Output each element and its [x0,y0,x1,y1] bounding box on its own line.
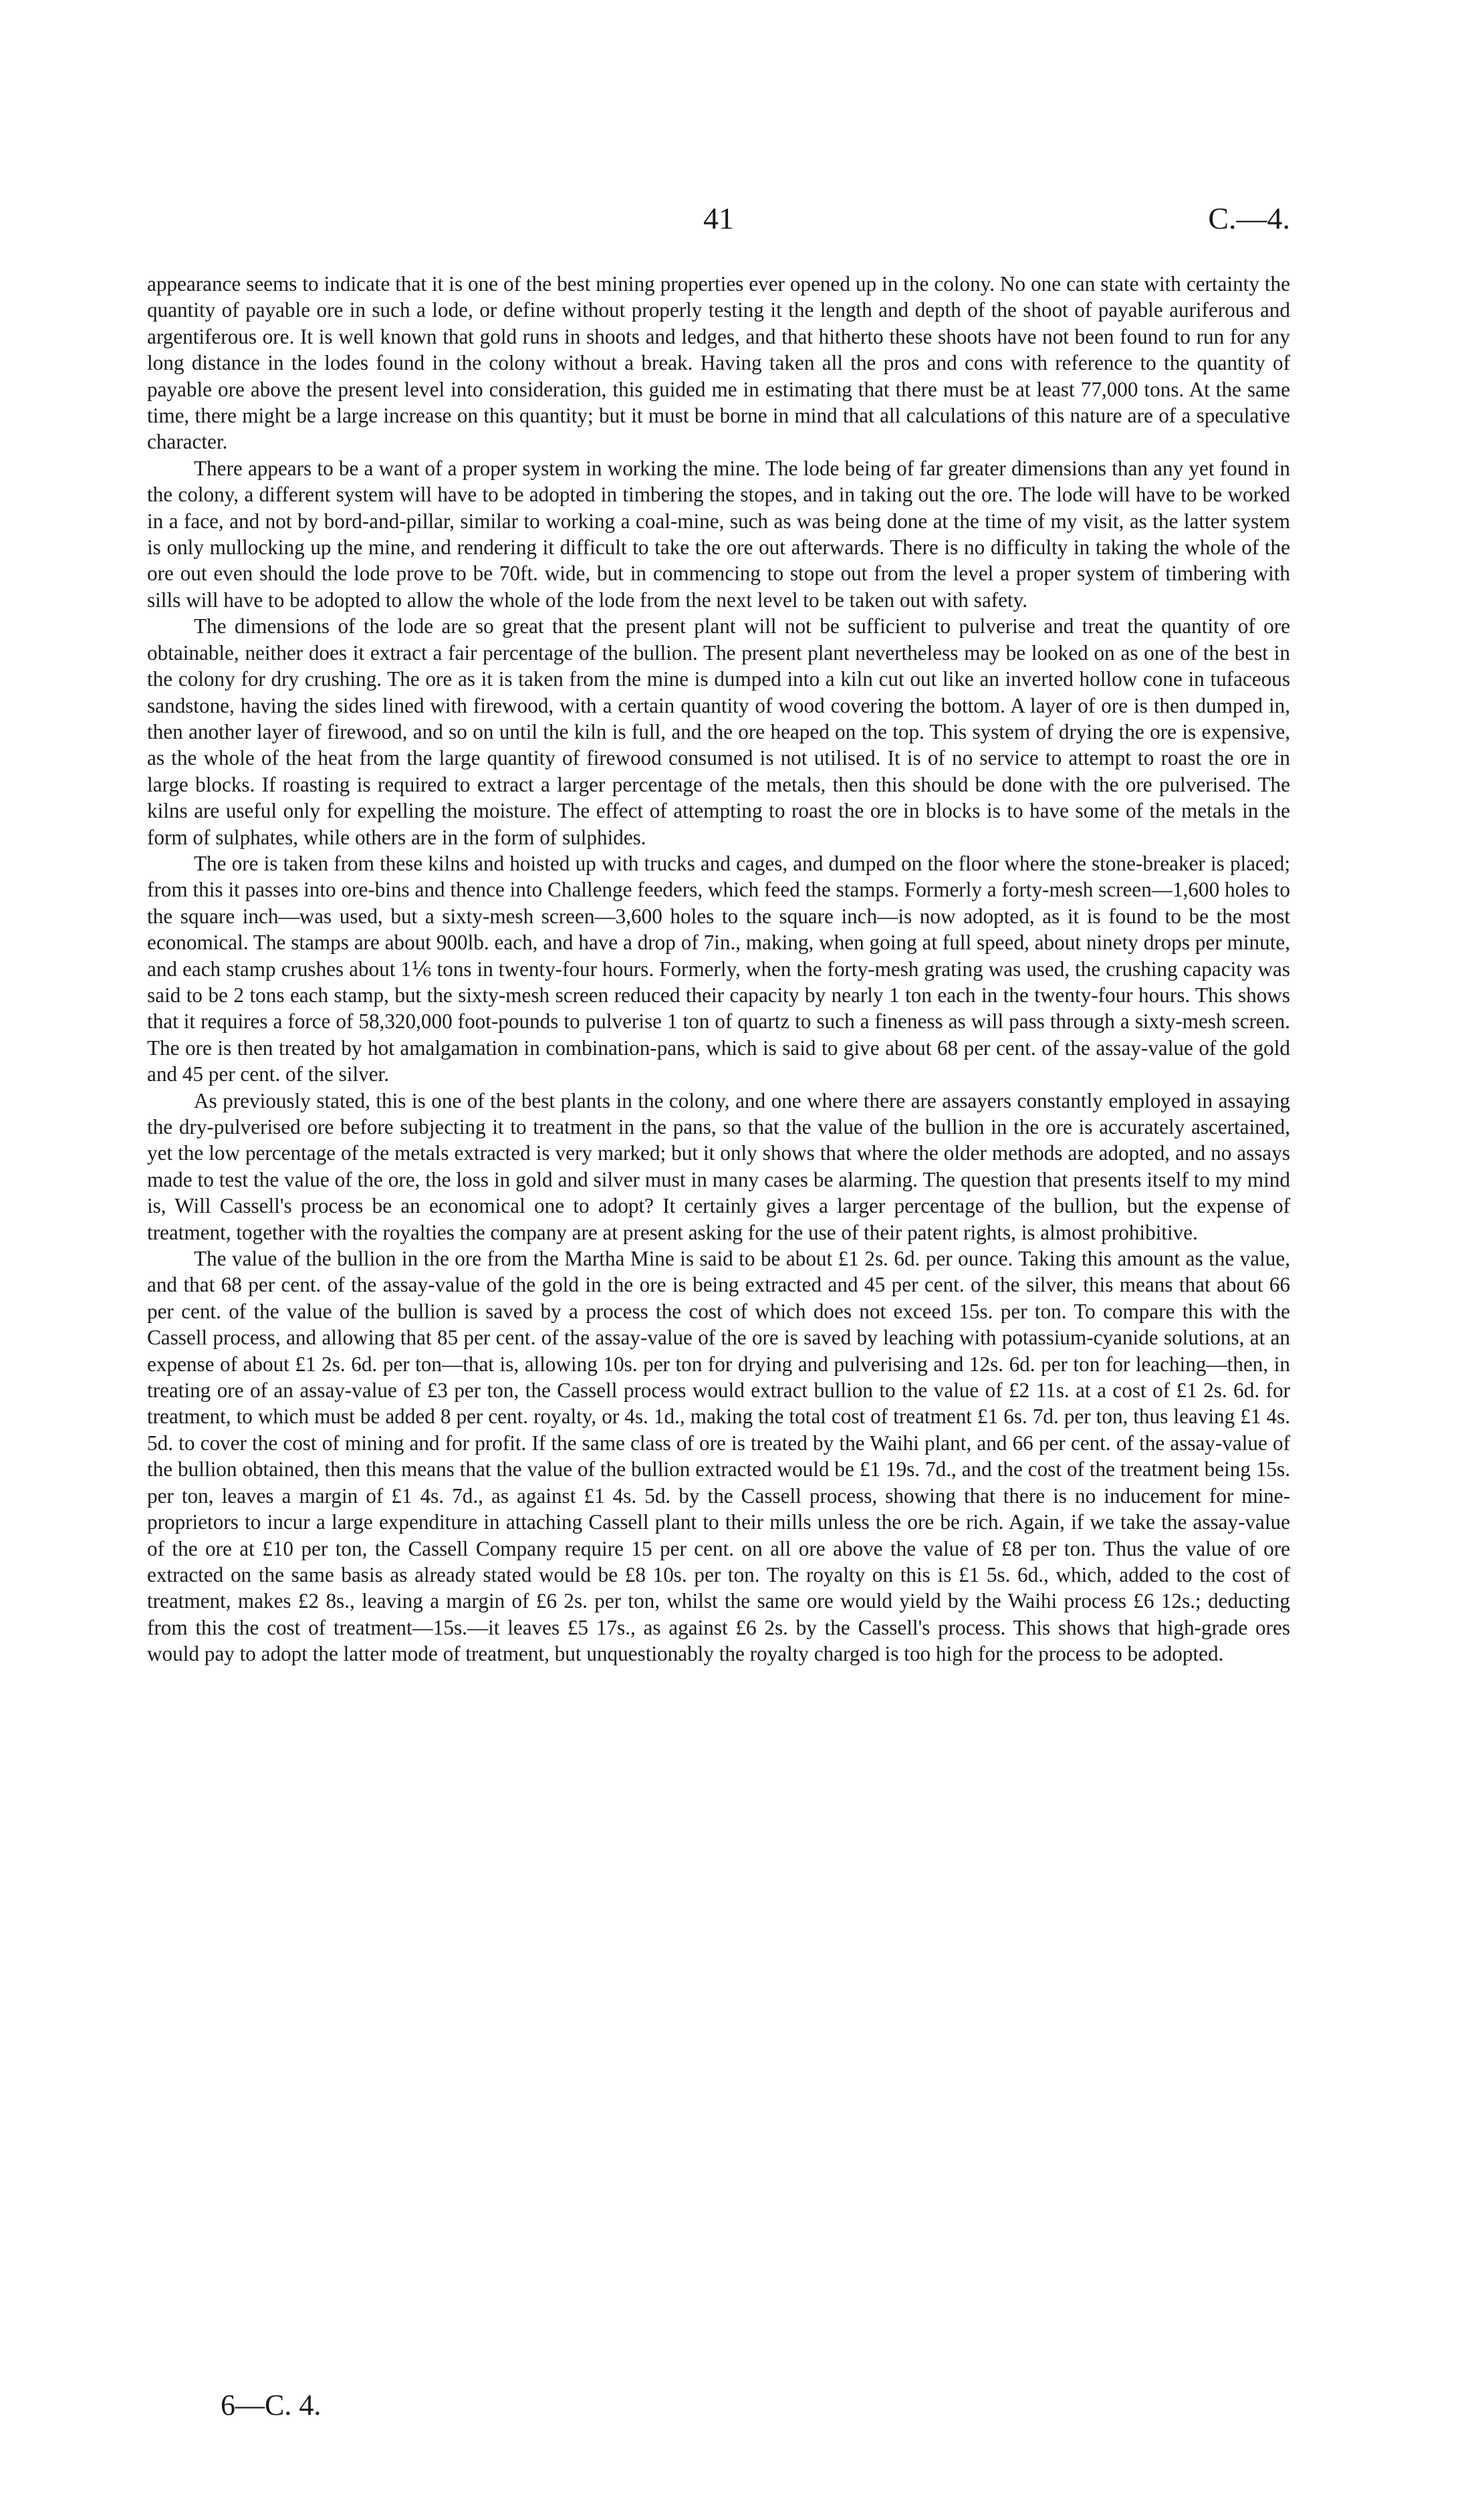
paragraph-2: There appears to be a want of a proper system in working the mine. The lode being of far greater dimensions than any yet found in the colony, a different system will have to be adopted in timbering the stopes, and in taking out the ore. The lode will have to be worked in a face, and not by bord-and-pillar, similar to working a coal-mine, such as was being done at the time of my visit, as the latter system is only mullocking up the mine, and rendering it difficult to take the ore out afterwards. There is no difficulty in taking the whole of the ore out even should the lode prove to be 70ft. wide, but in commencing to stope out from the level a proper system of timbering with sills will have to be adopted to allow the whole of the lode from the next level to be taken out with safety. [147,456,1290,612]
paragraph-3: The dimensions of the lode are so great that the present plant will not be sufficient to pulverise and treat the quantity of ore obtainable, neither does it extract a fair percentage of the bullion. The present plant nevertheless may be looked on as one of the best in the colony for dry crushing. The ore as it is taken from the mine is dumped into a kiln cut out like an inverted hollow cone in tufaceous sandstone, having the sides lined with firewood, with a certain quantity of wood covering the bottom. A layer of ore is then dumped in, then another layer of firewood, and so on until the kiln is full, and the ore heaped on the top. This system of drying the ore is expensive, as the whole of the heat from the large quantity of firewood consumed is not utilised. It is of no service to attempt to roast the ore in large blocks. If roasting is required to extract a larger percentage of the metals, then this should be done with the ore pulverised. The kilns are useful only for expelling the moisture. The effect of attempting to roast the ore in blocks is to have some of the metals in the form of sulphates, while others are in the form of sulphides. [147,614,1290,849]
page-number: 41 [703,201,734,235]
page-header [147,201,1290,247]
paragraph-6: The value of the bullion in the ore from the Martha Mine is said to be about £1 2s. 6d. per ounce. Taking this amount as the value, and that 68 per cent. of the assay-value of the gold in the ore is being extracted and 45 per cent. of the silver, this means that about 66 per cent. of the value of the bullion is saved by a process the cost of which does not exceed 15s. per ton. To compare this with the Cassell process, and allowing that 85 per cent. of the assay-value of the ore is saved by leaching with potassium-cyanide solutions, at an expense of about £1 2s. 6d. per ton—that is, allowing 10s. per ton for drying and pulverising and 12s. 6d. per ton for leaching—then, in treating ore of an assay-value of £3 per ton, the Cassell process would extract bullion to the value of £2 11s. at a cost of £1 2s. 6d. for treatment, to which must be added 8 per cent. royalty, or 4s. 1d., making the total cost of treatment £1 6s. 7d. per ton, thus leaving £1 4s. 5d. to cover the cost of mining and for profit. If the same class of ore is treated by the Waihi plant, and 66 per cent. of the assay-value of the bullion obtained, then this means that the value of the bullion extracted would be £1 19s. 7d., and the cost of the treatment being 15s. per ton, leaves a margin of £1 4s. 7d., as against £1 4s. 5d. by the Cassell process, showing that there is no inducement for mine-proprietors to incur a large expenditure in attaching Cassell plant to their mills unless the ore be rich. Again, if we take the assay-value of the ore at £10 per ton, the Cassell Company require 15 per cent. on all ore above the value of £8 per ton. Thus the value of ore extracted on the same basis as already stated would be £8 10s. per ton. The royalty on this is £1 5s. 6d., which, added to the cost of treatment, makes £2 8s., leaving a margin of £6 2s. per ton, whilst the same ore would yield by the Waihi process £6 12s.; deducting from this the cost of treatment—15s.—it leaves £5 17s., as against £6 2s. by the Cassell's process. This shows that high-grade ores would pay to adopt the latter mode of treatment, but unquestionably the royalty charged is too high for the process to be adopted. [147,1247,1290,1666]
document-reference: C.—4. [1208,201,1290,235]
paragraph-4: The ore is taken from these kilns and hoisted up with trucks and cages, and dumped on the floor where the stone-breaker is placed; from this it passes into ore-bins and thence into Challenge feeders, which feed the stamps. Formerly a forty-mesh screen—1,600 holes to the square inch—was used, but a sixty-mesh screen—3,600 holes to the square inch—is now adopted, as it is found to be the most economical. The stamps are about 900lb. each, and have a drop of 7in., making, when going at full speed, about ninety drops per minute, and each stamp crushes about 1⅙ tons in twenty-four hours. Formerly, when the forty-mesh grating was used, the crushing capacity was said to be 2 tons each stamp, but the sixty-mesh screen reduced their capacity by nearly 1 ton each in the twenty-four hours. This shows that it requires a force of 58,320,000 foot-pounds to pulverise 1 ton of quartz to such a fineness as will pass through a sixty-mesh screen. The ore is then treated by hot amalgamation in combination-pans, which is said to give about 68 per cent. of the assay-value of the gold and 45 per cent. of the silver. [147,851,1290,1086]
paragraph-1: appearance seems to indicate that it is one of the best mining properties ever opened up in the colony. No one can state with certainty the quantity of payable ore in such a lode, or define without properly testing it the length and depth of the shoot of payable auriferous and argentiferous ore. It is well known that gold runs in shoots and ledges, and that hitherto these shoots have not been found to run for any long distance in the lodes found in the colony without a break. Having taken all the pros and cons with reference to the quantity of payable ore above the present level into consideration, this guided me in estimating that there must be at least 77,000 tons. At the same time, there might be a large increase on this quantity; but it must be borne in mind that all calculations of this nature are of a speculative character. [147,272,1290,454]
signature-mark: 6—C. 4. [221,2389,322,2421]
body-text [147,271,1290,1667]
paragraph-5: As previously stated, this is one of the best plants in the colony, and one where there are assayers constantly employed in assaying the dry-pulverised ore before subjecting it to treatment in the pans, so that the value of the bullion in the ore is accurately ascertained, yet the low percentage of the metals extracted is very marked; but it only shows that where the older methods are adopted, and no assays made to test the value of the ore, the loss in gold and silver must in many cases be alarming. The question that presents itself to my mind is, Will Cassell's process be an economical one to adopt? It certainly gives a larger percentage of the bullion, but the expense of treatment, together with the royalties the company are at present asking for the use of their patent rights, is almost prohibitive. [147,1088,1290,1244]
